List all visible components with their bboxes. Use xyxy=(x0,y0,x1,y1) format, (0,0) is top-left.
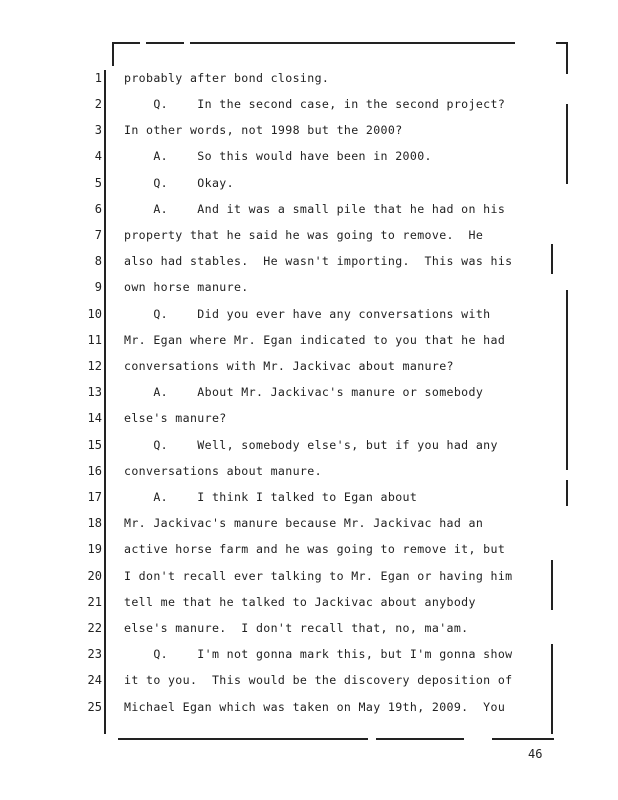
page-number: 46 xyxy=(528,747,543,761)
line-text: else's manure. I don't recall that, no, ma'am. xyxy=(124,621,469,635)
line-text: active horse farm and he was going to remove it, but xyxy=(124,542,506,556)
line-number: 11 xyxy=(87,333,102,347)
line-text: conversations with Mr. Jackivac about manure? xyxy=(124,359,454,373)
line-number: 13 xyxy=(87,385,102,399)
line-text: Michael Egan which was taken on May 19th, 2009. You xyxy=(124,700,506,714)
line-number: 1 xyxy=(94,71,102,85)
line-text: A. So this would have been in 2000. xyxy=(124,149,432,163)
line-text: Q. Okay. xyxy=(124,176,234,190)
line-number: 22 xyxy=(87,621,102,635)
line-number: 5 xyxy=(94,176,102,190)
line-number: 12 xyxy=(87,359,102,373)
line-number: 9 xyxy=(94,280,102,294)
line-number: 4 xyxy=(94,149,102,163)
line-number: 15 xyxy=(87,438,102,452)
line-text: Mr. Egan where Mr. Egan indicated to you that he had xyxy=(124,333,506,347)
line-number: 7 xyxy=(94,228,102,242)
line-text: own horse manure. xyxy=(124,280,249,294)
line-number: 17 xyxy=(87,490,102,504)
line-number: 21 xyxy=(87,595,102,609)
line-number: 10 xyxy=(87,307,102,321)
line-number: 16 xyxy=(87,464,102,478)
line-number: 14 xyxy=(87,411,102,425)
line-text: property that he said he was going to remove. He xyxy=(124,228,484,242)
line-text: Q. I'm not gonna mark this, but I'm gonna show xyxy=(124,647,513,661)
line-text: I don't recall ever talking to Mr. Egan or having him xyxy=(124,569,513,583)
line-text: In other words, not 1998 but the 2000? xyxy=(124,123,403,137)
line-text: A. I think I talked to Egan about xyxy=(124,490,418,504)
line-text: A. About Mr. Jackivac's manure or somebody xyxy=(124,385,484,399)
line-number: 20 xyxy=(87,569,102,583)
line-text: else's manure? xyxy=(124,411,227,425)
line-text: A. And it was a small pile that he had on his xyxy=(124,202,506,216)
line-text: Mr. Jackivac's manure because Mr. Jackivac had an xyxy=(124,516,484,530)
line-number: 19 xyxy=(87,542,102,556)
line-text: conversations about manure. xyxy=(124,464,322,478)
line-text: also had stables. He wasn't importing. This was his xyxy=(124,254,513,268)
line-text: Q. In the second case, in the second project? xyxy=(124,97,506,111)
line-number: 18 xyxy=(87,516,102,530)
line-number: 23 xyxy=(87,647,102,661)
line-number: 2 xyxy=(94,97,102,111)
line-number: 25 xyxy=(87,700,102,714)
line-text: probably after bond closing. xyxy=(124,71,330,85)
line-text: tell me that he talked to Jackivac about anybody xyxy=(124,595,476,609)
line-text: Q. Did you ever have any conversations with xyxy=(124,307,491,321)
line-text: it to you. This would be the discovery deposition of xyxy=(124,673,513,687)
line-number: 3 xyxy=(94,123,102,137)
line-number: 6 xyxy=(94,202,102,216)
line-text: Q. Well, somebody else's, but if you had any xyxy=(124,438,498,452)
line-number: 24 xyxy=(87,673,102,687)
line-number: 8 xyxy=(94,254,102,268)
